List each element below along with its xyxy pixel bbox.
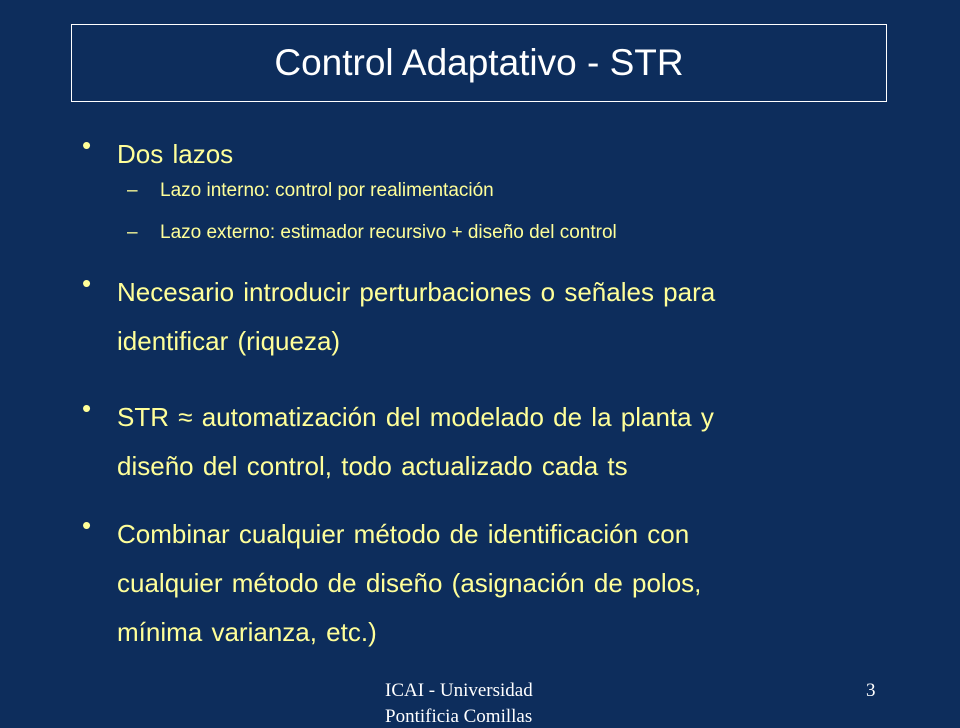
- bullet-text: [117, 268, 715, 366]
- page-number: 3: [866, 680, 876, 701]
- bullet-line: Necesario introducir perturbaciones o señales para: [117, 277, 716, 307]
- bullet-line: Combinar cualquier método de identificación con: [117, 519, 690, 549]
- bullet-text: [117, 130, 233, 179]
- bullet-line: cualquier método de diseño (asignación de polos,: [117, 568, 702, 598]
- bullet-text: [117, 510, 701, 657]
- sub-bullet-marker: –: [127, 180, 138, 201]
- slide-title: Control Adaptativo - STR: [274, 42, 684, 83]
- bullet-line: Dos lazos: [117, 139, 234, 169]
- bullet-marker: •: [82, 130, 92, 160]
- bullet-text: [117, 393, 714, 491]
- sub-bullet-marker: –: [127, 222, 138, 243]
- footer-institution-line2: Pontificia Comillas: [385, 706, 533, 727]
- bullet-item: [82, 130, 852, 179]
- bullet-item: [82, 268, 852, 366]
- bullet-marker: •: [82, 268, 92, 298]
- footer-institution: ICAI - Universidad: [385, 680, 533, 701]
- sub-bullet-item: [127, 180, 494, 202]
- bullet-line: diseño del control, todo actualizado cada ts: [117, 451, 628, 481]
- sub-bullet-item: [127, 222, 617, 244]
- bullet-line: STR ≈ automatización del modelado de la planta y: [117, 402, 714, 432]
- sub-bullet-text: Lazo externo: estimador recursivo + diseño del control: [160, 222, 617, 243]
- bullet-line: mínima varianza, etc.): [117, 617, 377, 647]
- bullet-item: [82, 393, 852, 491]
- bullet-item: [82, 510, 852, 657]
- bullet-marker: •: [82, 510, 92, 540]
- bullet-marker: •: [82, 393, 92, 423]
- bullet-line: identificar (riqueza): [117, 326, 341, 356]
- sub-bullet-text: Lazo interno: control por realimentación: [160, 180, 494, 201]
